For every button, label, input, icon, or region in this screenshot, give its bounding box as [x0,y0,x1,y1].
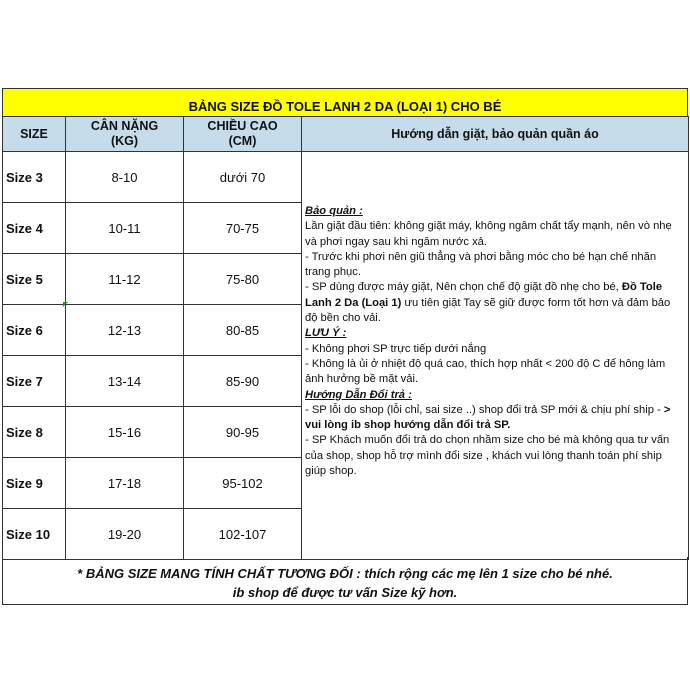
height-value: dưới 70 [184,152,302,203]
header-guide: Hướng dẫn giặt, bảo quản quần áo [302,117,689,152]
weight-value: 12-13 [66,305,184,356]
footer-line-1: * BẢNG SIZE MANG TÍNH CHẤT TƯƠNG ĐỐI : thích rộng các mẹ lên 1 size cho bé nhé. [77,566,613,581]
height-value: 95-102 [184,458,302,509]
footer-note [2,557,688,605]
table-row [3,152,689,203]
height-value: 85-90 [184,356,302,407]
return-text-2: - SP Khách muốn đổi trả do chọn nhầm size cho bé mà không qua tư vấn của shop, shop hỗ trợ mình đổi size , khách vui lòng thanh toán phí ship giúp shop. [305,434,670,478]
care-text-1: Lần giặt đầu tiên: không giặt máy, không ngâm chất tẩy mạnh, nên vò nhẹ và phơi ngay sau khi ngâm nước xả. [305,220,672,248]
weight-value: 15-16 [66,407,184,458]
note-text-2: - Không là ủi ở nhiệt độ quá cao, thích hợp nhất < 200 độ C để hông làm ảnh hưởng bề mặt vải. [305,357,666,386]
chart-title: BẢNG SIZE ĐỒ TOLE LANH 2 DA (LOẠI 1) CHO BÉ [2,88,688,117]
header-size: SIZE [3,117,66,152]
weight-value: 17-18 [66,458,184,509]
header-height [184,117,302,152]
height-value: 90-95 [184,407,302,458]
footer-line-2: ib shop để được tư vấn Size kỹ hơn. [232,585,458,600]
return-text-1a: - SP lỗi do shop (lỗi chỉ, sai size ..) shop đổi trả SP mới & chịu phí ship - [305,403,664,416]
height-value: 80-85 [184,305,302,356]
care-text-3 [305,280,684,326]
care-text-2: - Trước khi phơi nên giũ thẳng và phơi bằng móc cho bé hạn chế nhăn trang phục. [305,250,657,279]
size-label: Size 9 [3,458,66,509]
care-text-3b: Đồ Tole Lanh 2 Da (Loại 1) [305,281,663,309]
care-text-3a: - SP dùng được máy giặt, Nên chọn chế độ giặt đồ nhẹ cho bé, [305,281,622,294]
size-label: Size 10 [3,509,66,560]
header-weight [66,117,184,152]
table-header-row [3,117,689,152]
header-height-line1: CHIỀU CAO [207,119,278,133]
size-label: Size 4 [3,203,66,254]
weight-value: 8-10 [66,152,184,203]
size-table [2,116,689,560]
size-label: Size 6 [3,305,66,356]
weight-value: 19-20 [66,509,184,560]
size-label: Size 8 [3,407,66,458]
header-weight-line2: (KG) [110,134,139,148]
return-text-1 [305,403,684,434]
care-text-3c: ưu tiên giặt Tay sẽ giữ được form tốt hơn và đảm bảo độ bền cho vải. [305,296,671,325]
return-text-1b: > vui lòng ib shop hướng dẫn đổi trả SP. [305,403,671,432]
weight-value: 11-12 [66,254,184,305]
care-section-title: Bảo quản : [305,205,363,217]
care-guide [302,152,689,560]
note-section-title: LƯU Ý : [305,327,347,340]
height-value: 102-107 [184,509,302,560]
height-value: 70-75 [184,203,302,254]
size-label: Size 5 [3,254,66,305]
cell-comment-marker [63,302,68,307]
height-value: 75-80 [184,254,302,305]
weight-value: 10-11 [66,203,184,254]
return-section-title: Hướng Dẫn Đổi trả : [305,388,412,401]
header-weight-line1: CÂN NẶNG [90,119,159,133]
size-label: Size 7 [3,356,66,407]
header-height-line2: (CM) [228,134,257,148]
size-label: Size 3 [3,152,66,203]
note-text-1: - Không phơi SP trực tiếp dưới nắng [305,342,487,355]
weight-value: 13-14 [66,356,184,407]
